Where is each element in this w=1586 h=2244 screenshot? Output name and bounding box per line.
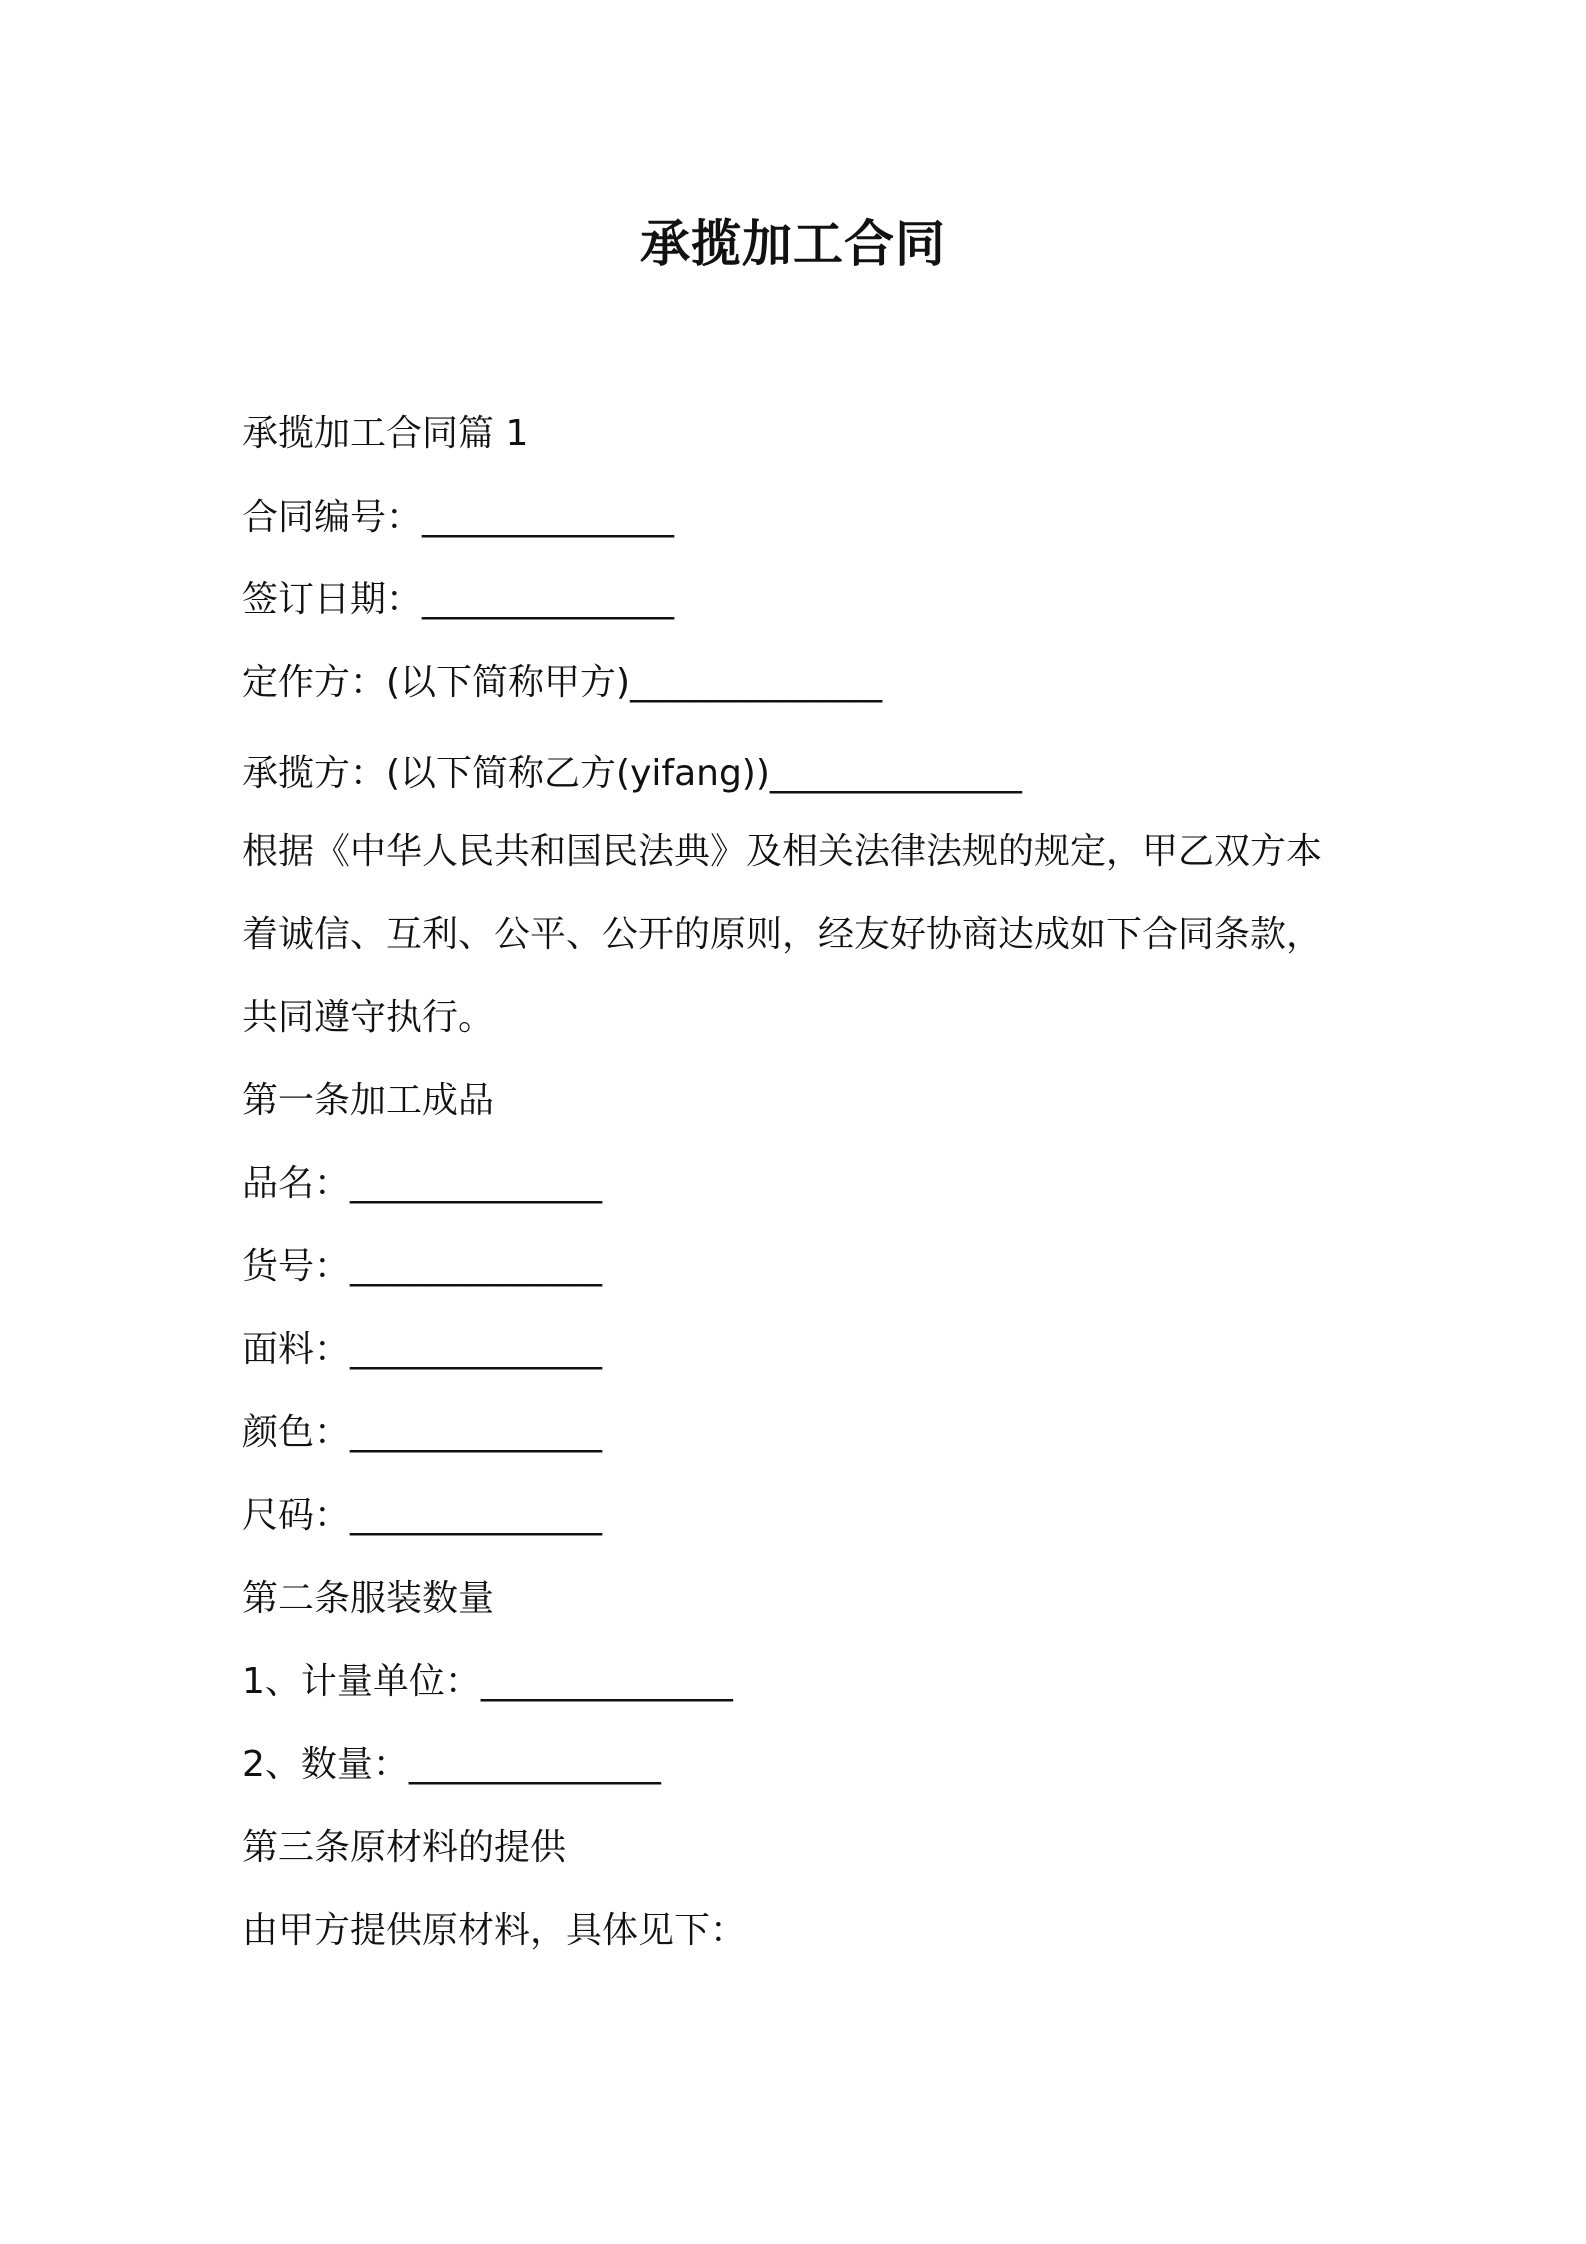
- section-heading-part-1: 承揽加工合同篇 1: [242, 413, 529, 454]
- article-1-heading: 第一条加工成品: [242, 1080, 495, 1121]
- materials-paragraph: 由甲方提供原材料，具体见下：: [242, 1910, 747, 1951]
- preamble-line-1: 根据《中华人民共和国民法典》及相关法律法规的规定，甲乙双方本: [242, 831, 1323, 872]
- item-number-field: 货号：______________: [242, 1246, 603, 1287]
- size-field: 尺码：______________: [242, 1495, 603, 1536]
- ordering-party-field: 定作方：(以下简称甲方)______________: [242, 662, 883, 703]
- unit-of-measure-field: 1、计量单位：______________: [242, 1661, 733, 1702]
- product-name-field: 品名：______________: [242, 1163, 603, 1204]
- contractor-party-field: 承揽方：(以下简称乙方(yifang))______________: [242, 753, 1022, 794]
- contract-number-field: 合同编号：______________: [242, 497, 675, 538]
- preamble-line-2: 着诚信、互利、公平、公开的原则，经友好协商达成如下合同条款，: [242, 914, 1323, 955]
- color-field: 颜色：______________: [242, 1412, 603, 1453]
- signing-date-field: 签订日期：______________: [242, 579, 675, 620]
- article-2-heading: 第二条服装数量: [242, 1578, 495, 1619]
- quantity-field: 2、数量：______________: [242, 1744, 661, 1785]
- article-3-heading: 第三条原材料的提供: [242, 1827, 567, 1868]
- preamble-line-3: 共同遵守执行。: [242, 997, 495, 1038]
- fabric-field: 面料：______________: [242, 1329, 603, 1370]
- document-title: 承揽加工合同: [640, 215, 946, 273]
